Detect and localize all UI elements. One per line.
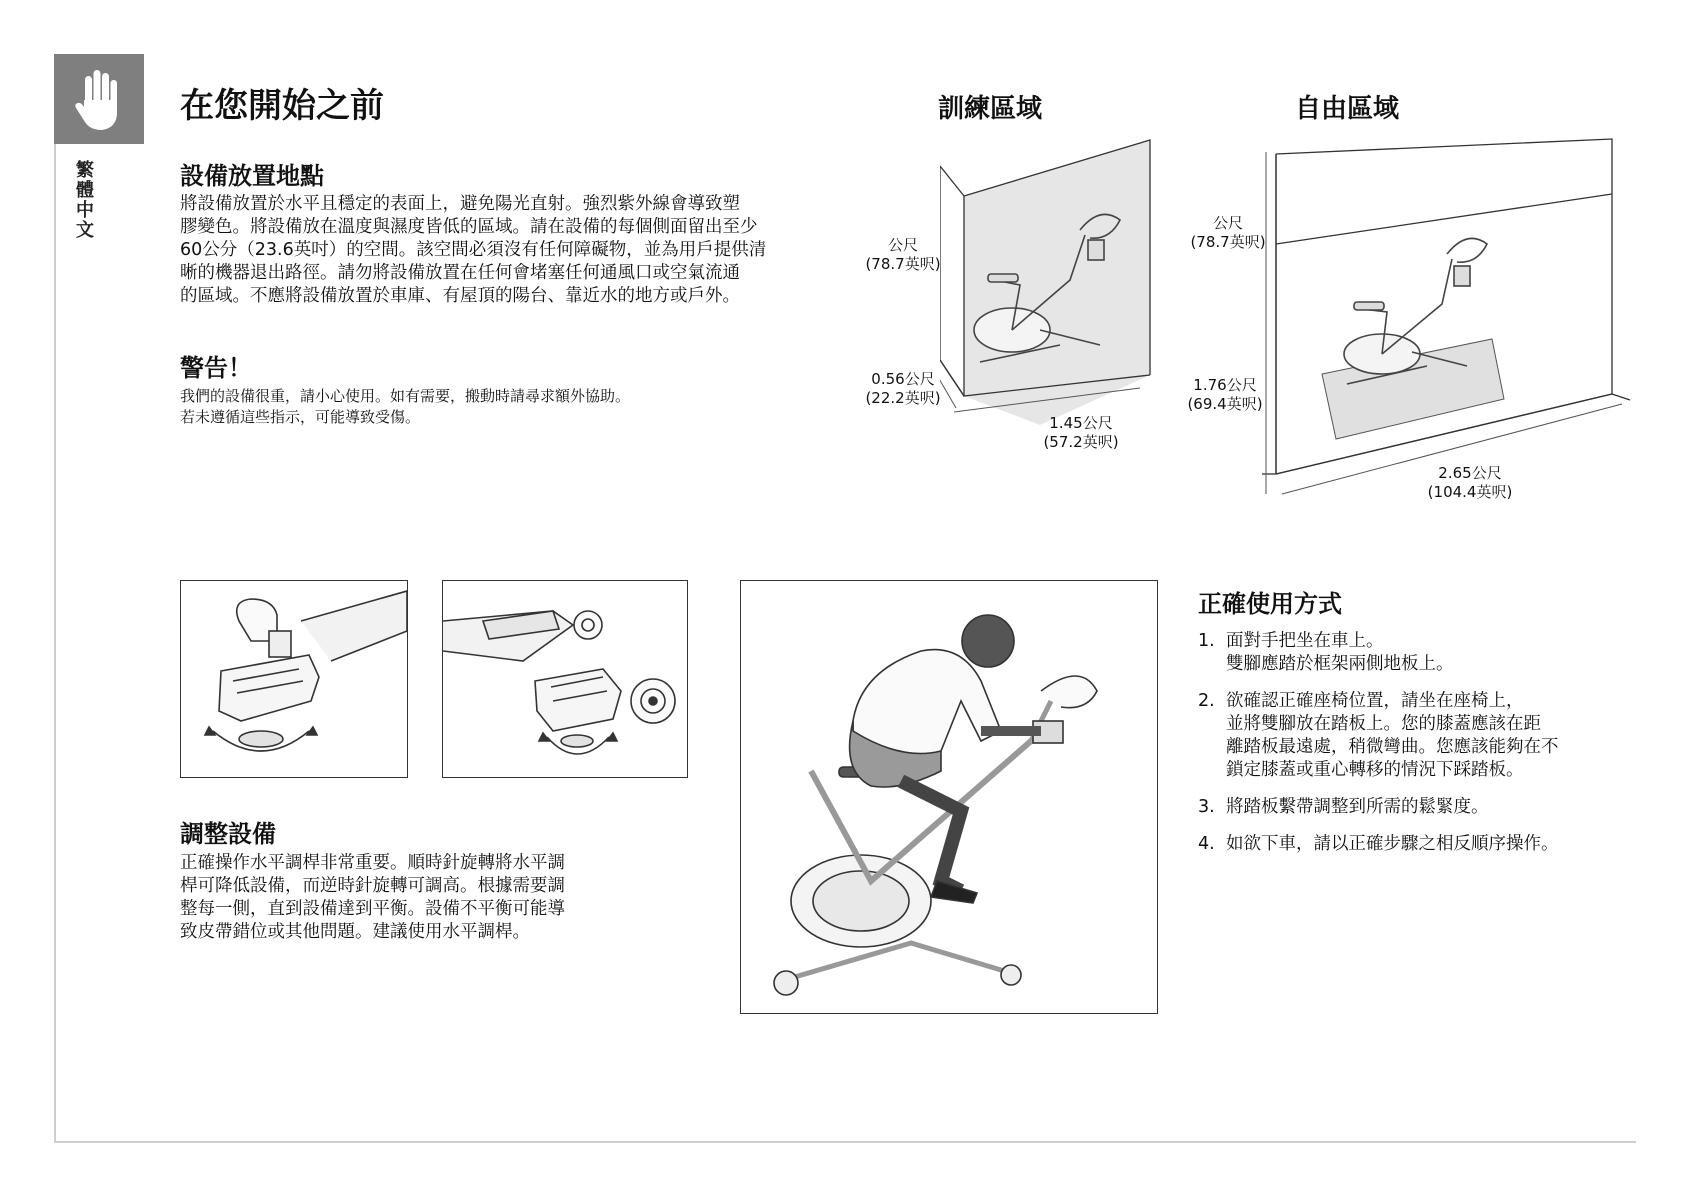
- placement-heading: 設備放置地點: [180, 162, 324, 190]
- placement-line: 將設備放置於水平且穩定的表面上，避免陽光直射。強烈紫外線會導致塑: [180, 194, 740, 214]
- free-depth-in: (104.4英呎): [1427, 483, 1513, 501]
- step-item: [1198, 833, 1628, 856]
- training-depth-label: [1036, 414, 1126, 452]
- free-height-m: 公尺: [1212, 214, 1243, 232]
- rider-illustration: [740, 580, 1158, 1014]
- adjust-paragraph: [180, 852, 620, 944]
- placement-paragraph: [180, 193, 820, 308]
- training-height-m: 公尺: [887, 236, 918, 254]
- step-number: 3.: [1198, 797, 1215, 817]
- training-width-m: 0.56公尺: [871, 370, 935, 388]
- step-number: 2.: [1198, 691, 1215, 711]
- free-zone-diagram: [1262, 134, 1632, 504]
- training-depth-in: (57.2英呎): [1043, 433, 1119, 451]
- stop-hand-icon: [54, 54, 144, 144]
- free-width-label: [1180, 376, 1270, 414]
- adjust-line: 致皮帶錯位或其他問題。建議使用水平調桿。: [180, 922, 530, 942]
- adjust-line: 桿可降低設備，而逆時針旋轉可調高。根據需要調: [180, 876, 565, 896]
- step-number: 4.: [1198, 834, 1215, 854]
- step-line: 面對手把坐在車上。: [1226, 631, 1384, 651]
- training-height-label: [858, 236, 948, 274]
- adjust-heading: 調整設備: [180, 820, 276, 848]
- training-width-in: (22.2英呎): [865, 389, 941, 407]
- free-height-in: (78.7英呎): [1190, 233, 1266, 251]
- training-width-label: [858, 370, 948, 408]
- step-line: 欲確認正確座椅位置，請坐在座椅上，: [1226, 691, 1524, 711]
- training-zone-diagram: [940, 130, 1170, 430]
- step-item: [1198, 690, 1628, 782]
- placement-line: 的區域。不應將設備放置於車庫、有屋頂的陽台、靠近水的地方或戶外。: [180, 286, 740, 306]
- step-item: [1198, 630, 1628, 676]
- page-frame-left: [54, 60, 56, 1143]
- warning-line: 若未遵循這些指示，可能導致受傷。: [180, 408, 421, 426]
- step-line: 並將雙腳放在踏板上。您的膝蓋應該在距: [1226, 714, 1541, 734]
- placement-line: 膠變色。將設備放在溫度與濕度皆低的區域。請在設備的每個側面留出至少: [180, 217, 758, 237]
- adjust-line: 正確操作水平調桿非常重要。順時針旋轉將水平調: [180, 853, 565, 873]
- free-height-label: [1183, 214, 1273, 252]
- free-width-in: (69.4英呎): [1187, 395, 1263, 413]
- proper-use-steps: [1198, 630, 1628, 870]
- training-height-in: (78.7英呎): [865, 255, 941, 273]
- step-line: 離踏板最遠處，稍微彎曲。您應該能夠在不: [1226, 737, 1559, 757]
- section-tab: [54, 54, 144, 144]
- step-line: 將踏板繫帶調整到所需的鬆緊度。: [1226, 797, 1489, 817]
- warning-line: 我們的設備很重，請小心使用。如有需要，搬動時請尋求額外協助。: [180, 387, 631, 405]
- training-zone-title: 訓練區域: [938, 94, 1043, 124]
- free-depth-label: [1420, 464, 1520, 502]
- free-depth-m: 2.65公尺: [1438, 464, 1502, 482]
- leveler-image-front: [180, 580, 408, 778]
- leveler-image-rear: [442, 580, 688, 778]
- page-frame-bottom: [54, 1141, 1636, 1143]
- placement-line: 60公分（23.6英吋）的空間。該空間必須沒有任何障礙物，並為用戶提供清: [180, 240, 767, 260]
- warning-paragraph: [180, 386, 780, 428]
- free-width-m: 1.76公尺: [1193, 376, 1257, 394]
- free-zone-title: 自由區域: [1295, 94, 1400, 124]
- page-title: 在您開始之前: [180, 86, 384, 126]
- proper-use-heading: 正確使用方式: [1198, 590, 1342, 618]
- adjust-line: 整每一側，直到設備達到平衡。設備不平衡可能導: [180, 899, 565, 919]
- step-line: 如欲下車，請以正確步驟之相反順序操作。: [1226, 834, 1559, 854]
- step-line: 鎖定膝蓋或重心轉移的情況下踩踏板。: [1226, 760, 1524, 780]
- step-number: 1.: [1198, 631, 1215, 651]
- language-label: 繁體中文: [73, 160, 94, 240]
- training-depth-m: 1.45公尺: [1049, 414, 1113, 432]
- placement-line: 晰的機器退出路徑。請勿將設備放置在任何會堵塞任何通風口或空氣流通: [180, 263, 740, 283]
- warning-heading: 警告！: [180, 354, 252, 382]
- step-line: 雙腳應踏於框架兩側地板上。: [1226, 654, 1454, 674]
- step-item: [1198, 796, 1628, 819]
